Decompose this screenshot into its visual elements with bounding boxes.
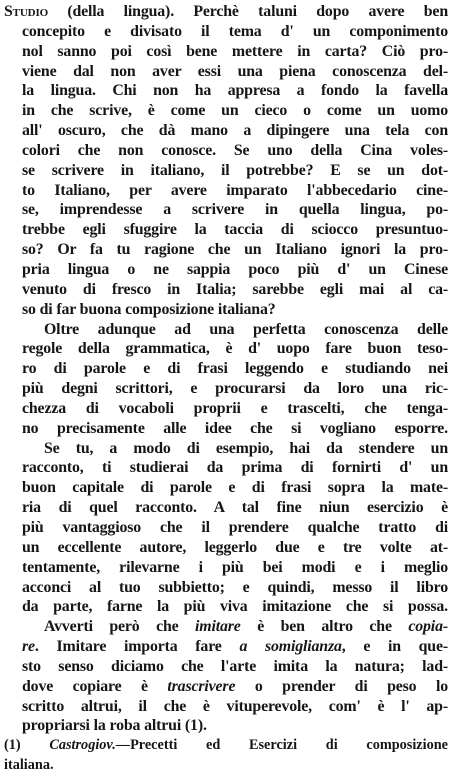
text-line: no precisamente alle idee che si vogliano esporre. [22, 419, 448, 437]
paragraph-start-line: Oltre adunque ad una perfetta conoscenza delle [44, 320, 448, 338]
paragraph-start-line: Se tu, a modo di esempio, hai da stendere un [44, 439, 448, 457]
text-line: venuto di fresco in Italia; sarebbe egli mai al ca- [22, 280, 448, 298]
text-line: chezza di vocaboli proprii e trascelti, che tenga- [22, 399, 448, 417]
text-line: viene dal non aver essi una piena conoscenza del- [22, 62, 448, 80]
paragraph-start-line: Avverti però che imitare è ben altro che copia- [44, 618, 448, 636]
text-line: acconci al tuo subbietto; e quindi, messo il libro [22, 578, 448, 596]
text-line: re. Imitare importa fare a somiglianza, e in que- [22, 638, 448, 656]
footnote-continuation: italiana. [4, 757, 54, 774]
text-line: se, imprendesse a scrivere in quella lingua, po- [22, 201, 448, 219]
text-line: so di far buona composizione italiana? [22, 300, 276, 318]
text-line: la lingua. Chi non ha appresa a fondo la favella [22, 82, 448, 100]
text-line: concepito e divisato il tema d' un componimento [22, 22, 448, 40]
text-line: so? Or fa tu ragione che un Italiano ignori la pro- [22, 241, 448, 259]
text-line: un eccellente autore, leggerlo due e tre volte at- [22, 538, 448, 556]
text-line: to Italiano, per avere imparato l'abbecedario cine- [22, 181, 448, 199]
text-line: da parte, farne la più viva imitazione che si possa. [22, 598, 448, 616]
text-line: se scrivere in italiano, il potrebbe? E se un dot- [22, 161, 448, 179]
text-line: sto senso diciamo che l'arte imita la natura; lad- [22, 657, 448, 675]
text-line: scritto altrui, il che è vituperevole, com' è l' ap- [22, 697, 448, 715]
text-line: tentamente, rilevarne i più bei modi e i meglio [22, 558, 448, 576]
text-line: in che scrive, è come un cieco o come un uomo [22, 102, 448, 120]
text-line: all' oscuro, che dà mano a dipingere una tela con [22, 122, 448, 140]
footnote: (1) Castrogiov.—Precetti ed Esercizi di composizione [4, 737, 448, 754]
text-line: racconto, ti studierai da prima di fornirti d' un [22, 459, 448, 477]
text-line: più vantaggioso che il prendere qualche tratto di [22, 519, 448, 536]
text-line: colori che non conosce. Se uno della Cina voles- [22, 141, 448, 159]
text-line: buon capitale di parole e di frasi sopra la mate- [22, 479, 448, 497]
text-line: nol sanno poi così bene mettere in carta? Ciò pro- [22, 42, 448, 60]
text-line: ria di quel racconto. A tal fine niun esercizio è [22, 499, 448, 517]
text-line: pria lingua o ne sappia poco più d' un Cinese [22, 261, 448, 278]
text-line: più degni scrittori, e procurarsi da loro una ric- [22, 380, 448, 398]
text-line: regole della grammatica, è d' uopo fare buon teso- [22, 340, 448, 358]
text-line: trebbe egli sfuggire la taccia di sciocco presuntuo- [22, 221, 448, 239]
entry-headword: Studio [4, 3, 48, 20]
text-line: dove copiare è trascrivere o prender di peso lo [22, 677, 448, 695]
text-line: Studio (della lingua). Perchè taluni dopo avere ben [4, 3, 448, 20]
text-line: propriarsi la roba altrui (1). [22, 717, 207, 735]
text-line: ro di parole e di frasi leggendo e studiando nei [22, 360, 448, 378]
